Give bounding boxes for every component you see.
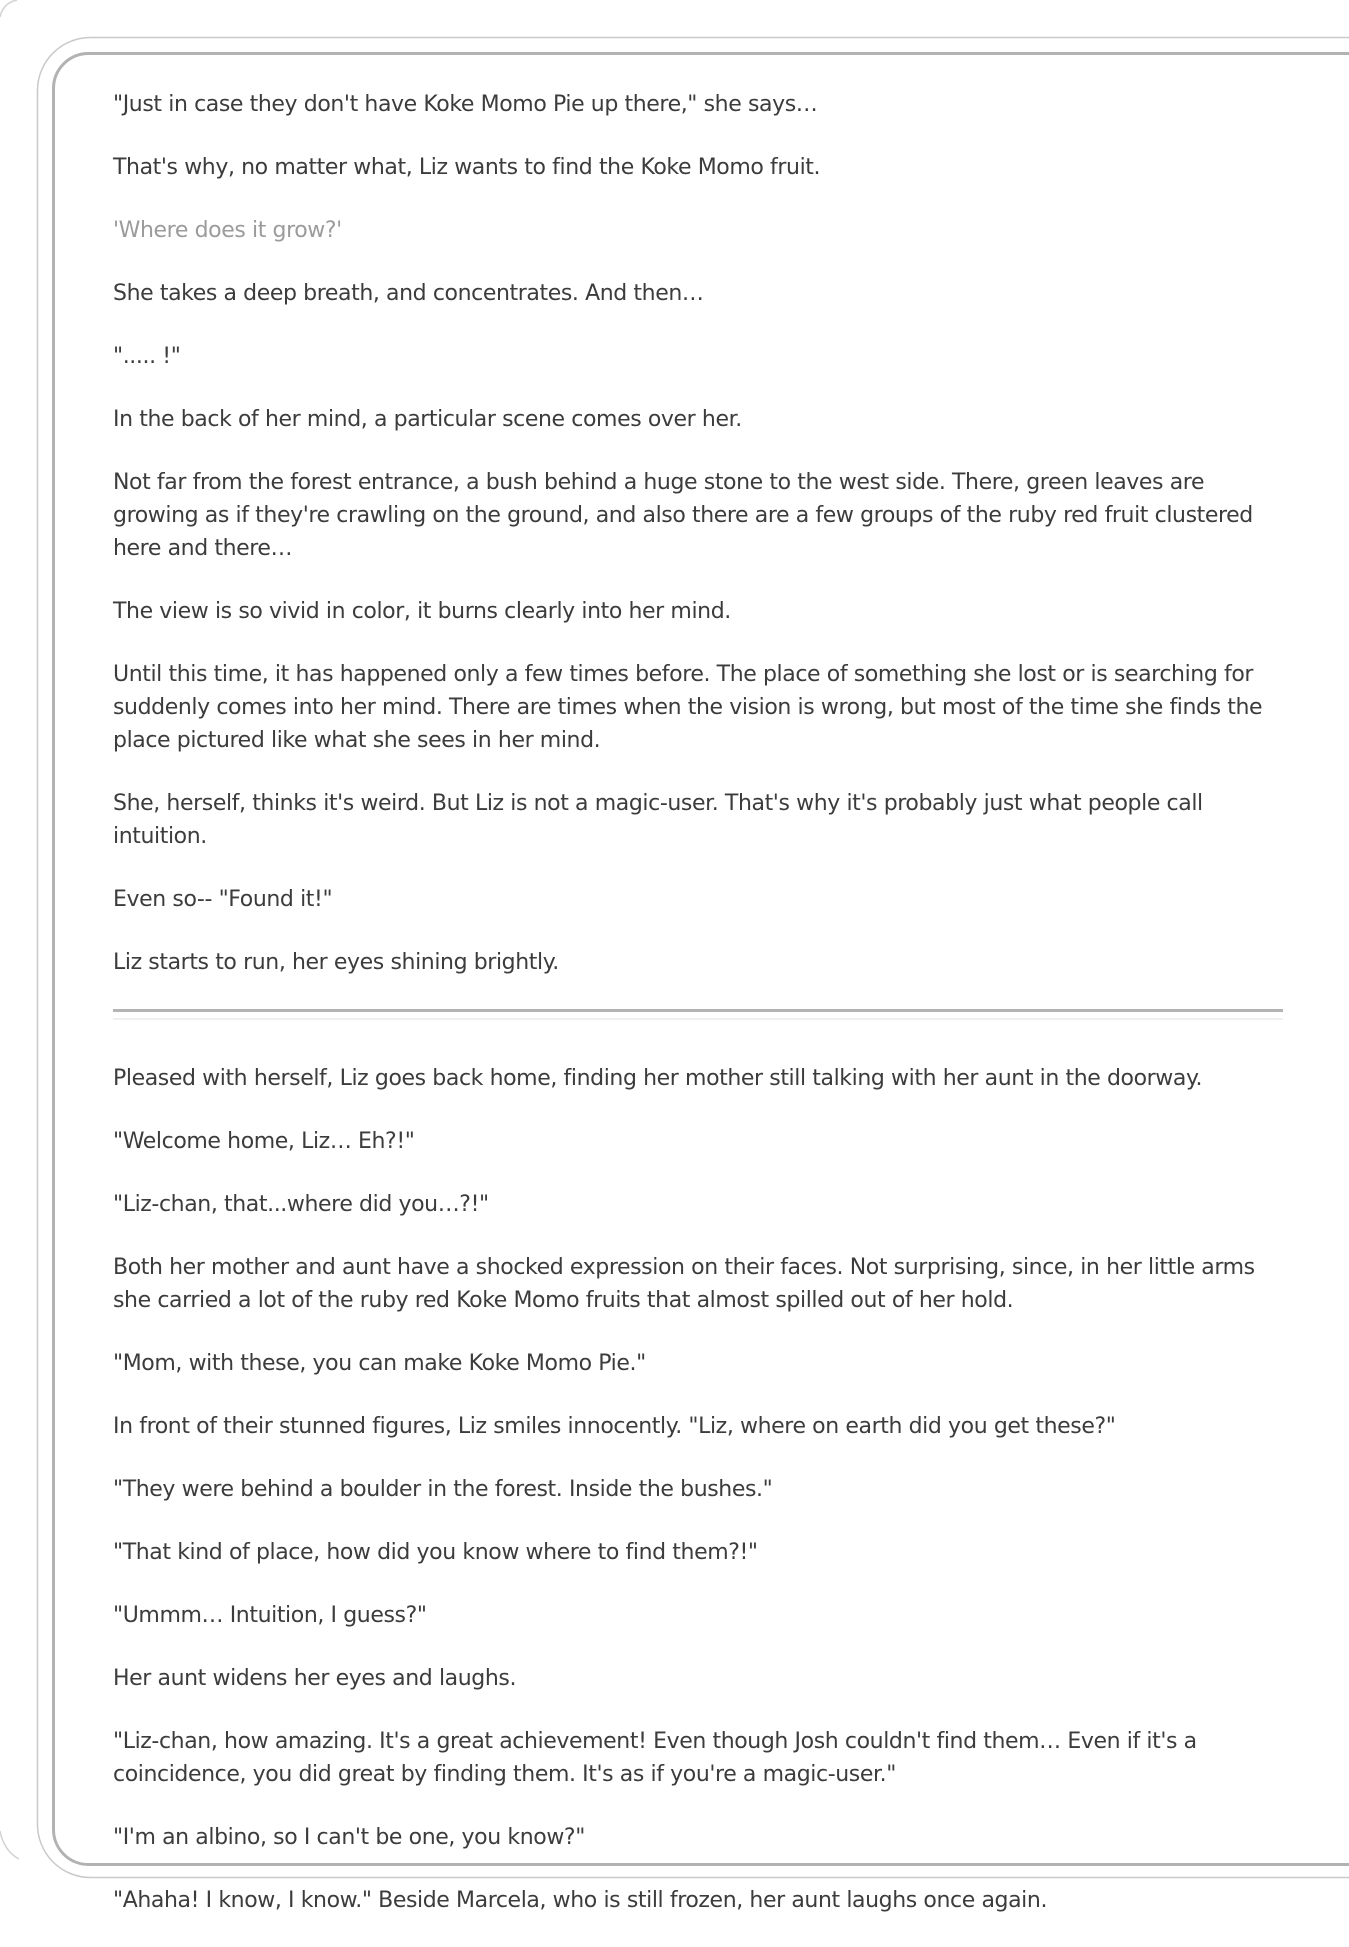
paragraph: Liz starts to run, her eyes shining brightly.: [113, 950, 559, 975]
paragraph: Pleased with herself, Liz goes back home, finding her mother still talking with her aunt in the doorway.: [113, 1066, 1203, 1091]
paragraph: 'Where does it grow?': [113, 218, 342, 243]
paragraph: "Liz-chan, how amazing. It's a great achievement! Even though Josh couldn't find them… Even if it's a coincidence, you did great by finding them. It's as if you're a magic-user.": [113, 1729, 1197, 1787]
story-text: [113, 88, 1283, 1947]
section-divider: [113, 1009, 1283, 1020]
page-curl-top-left: [0, 0, 17, 17]
paragraph: "Ummm… Intuition, I guess?": [113, 1603, 427, 1628]
paragraph: Even so-- "Found it!": [113, 887, 333, 912]
paragraph: That's why, no matter what, Liz wants to find the Koke Momo fruit.: [113, 155, 821, 180]
paragraph: "They were behind a boulder in the forest. Inside the bushes.": [113, 1477, 773, 1502]
paragraph: "I'm an albino, so I can't be one, you know?": [113, 1825, 585, 1850]
paragraph: "That kind of place, how did you know where to find them?!": [113, 1540, 758, 1565]
page-curl-bottom-left: [0, 1831, 19, 1859]
paragraph: Not far from the forest entrance, a bush behind a huge stone to the west side. There, green leaves are growing as if they're crawling on the ground, and also there are a few groups of the ruby red fruit clustered here and there…: [113, 470, 1253, 561]
paragraph: "Just in case they don't have Koke Momo Pie up there," she says…: [113, 92, 818, 117]
paragraph: "Mom, with these, you can make Koke Momo Pie.": [113, 1351, 646, 1376]
paragraph: Her aunt widens her eyes and laughs.: [113, 1666, 517, 1691]
paragraph: Until this time, it has happened only a few times before. The place of something she lost or is searching for suddenly comes into her mind. There are times when the vision is wrong, but most of the time she finds the place pictured like what she sees in her mind.: [113, 662, 1263, 753]
paragraph: "Ahaha! I know, I know." Beside Marcela, who is still frozen, her aunt laughs once again.: [113, 1888, 1048, 1913]
paragraph: She takes a deep breath, and concentrates. And then…: [113, 281, 704, 306]
paragraph: In front of their stunned figures, Liz smiles innocently. "Liz, where on earth did you get these?": [113, 1414, 1116, 1439]
paragraph: Both her mother and aunt have a shocked expression on their faces. Not surprising, since, in her little arms she carried a lot of the ruby red Koke Momo fruits that almost spilled out of her hold.: [113, 1255, 1255, 1313]
paragraph: "Liz-chan, that...where did you…?!": [113, 1192, 489, 1217]
paragraph: "Welcome home, Liz… Eh?!": [113, 1129, 415, 1154]
story-section-2: [113, 1062, 1283, 1917]
paragraph: In the back of her mind, a particular scene comes over her.: [113, 407, 742, 432]
paragraph: The view is so vivid in color, it burns clearly into her mind.: [113, 599, 731, 624]
paragraph: She, herself, thinks it's weird. But Liz is not a magic-user. That's why it's probably just what people call intuition.: [113, 791, 1203, 849]
paragraph: "..... !": [113, 344, 181, 369]
story-section-1: [113, 88, 1283, 979]
